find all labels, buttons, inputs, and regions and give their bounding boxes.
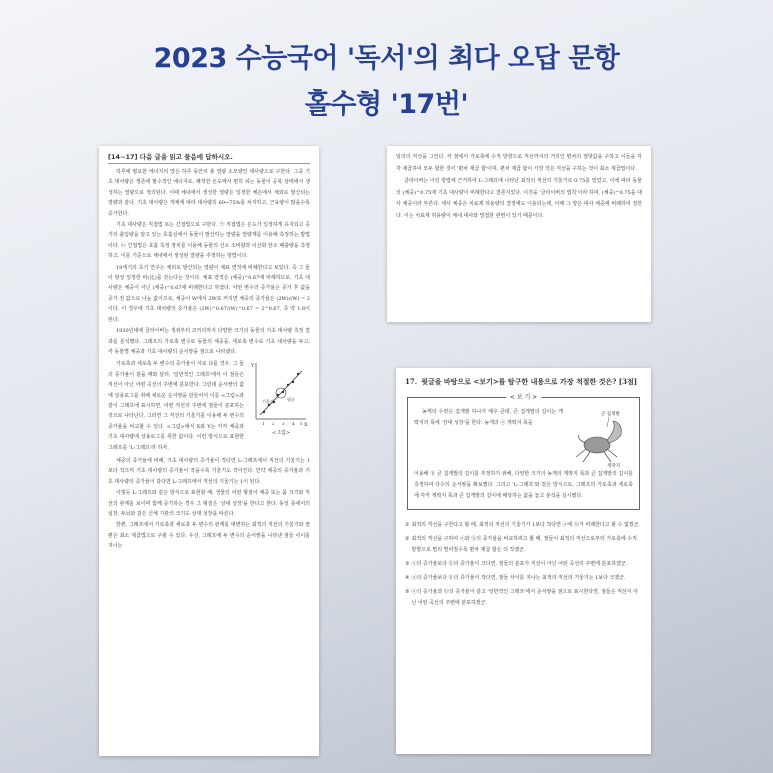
option-text: ⓐ의 증가율보다 ⓑ의 증가율이 크다면, 점들의 분포가 직선이 아닌 어떤 곡선의 주변에 분포하겠군. (411, 560, 628, 567)
passage-paragraph: 한편, 그래프에서 가로축과 세로축 두 변수의 관계를 대변하는 최적의 직선의 기울기와 절편은 최소 제곱법으로 구할 수 있다. 우선, 그래프에 두 변수의 순서쌍을 나타낸 점들 사이를 지나는 (108, 522, 310, 550)
crab-shell (584, 437, 610, 453)
axis-label-y: Y (251, 363, 255, 370)
passage-page-left (99, 146, 319, 756)
tick-label: 5 (300, 421, 303, 427)
option-text: ⓐ의 증가율보다 ⓑ의 증가율이 작다면, 점들 사이를 지나는 최적의 직선의 기울기는 1보다 크겠군. (411, 574, 626, 581)
question-text: 윗글을 바탕으로 <보기>를 탐구한 내용으로 가장 적절한 것은? [3점] (421, 377, 638, 386)
best-fit-line (260, 371, 302, 415)
passage-instruction: [14~17] 다음 글을 읽고 물음에 답하시오. (108, 152, 310, 164)
passage-paragraph: 체중의 증가율에 비해, 기초 대사량의 증가율이 작다면 L-그래프에서 직선의 기울기는 1보다 작으며 기초 대사량의 증가율이 작을수록 기울기도 작아진다. 만약 체중의 증가율과 기초 대사량의 증가율이 같다면 L-그래프에서 직선의 기울기는 1이 된다. (108, 457, 310, 485)
option-number: ④ (405, 574, 410, 581)
passage-paragraph: 1930년대에 클라이버는 생쥐부터 코끼리까지 다양한 크기의 동물의 기초 대사량 측정 결과를 분석했다. 그래프의 가로축 변수로 동물의 체중을, 세로축 변수로 기초 대사량을 두고, 각 동물별 체중과 기초 대사량의 순서쌍을 점으로 나타냈다. (108, 328, 310, 355)
option-number: ⑤ (405, 588, 410, 595)
option-5[interactable] (405, 587, 642, 609)
tick-label: 4 (292, 421, 295, 427)
passage-body-continued (396, 152, 642, 223)
circle-label: 평균 (287, 397, 295, 403)
passage-paragraph: 가로축과 세로축 두 변수의 증가율이 서로 다를 경우, 그 둘의 증가율이 같을 때와 달리, '일반적인 그래프'에서 이 점들은 직선이 아닌 어떤 곡선의 주변에 분포한다. 그런데 순서쌍의 값에 상용로그를 취해 새로운 순서쌍을 만들어서 이를 <그림>과 같이 그래프에 표시하면, 어떤 직선의 주변에 점들이 분포하는 것으로 나타난다. 그러면 그 직선의 기울기를 이용해 두 변수의 증가율을 비교할 수 있다. <그림>에서 X와 Y는 각각 체중과 기초 대사량에 상용로그를 취한 값이다. 이런 방식으로 표현한 그래프를 'L-그래프'라 하자. (108, 361, 244, 451)
option-text: 최적의 직선을 구하여 ⓐ와 ⓑ의 증가율을 비교하려고 할 때, 점들이 최적의 직선으로부터 가로축에 수직 방향으로 멀리 떨어질수록 편차 제곱 합은 더 작겠군. (411, 535, 637, 553)
bogi-box (407, 394, 640, 510)
tick-label: 1 (262, 421, 265, 427)
tick-label: 3 (282, 421, 285, 427)
option-text: ⓐ의 증가율과 ⓑ의 증가율이 같고 '일반적인 그래프'에서 순서쌍을 점으로 표시한다면, 점들은 직선이 아닌 어떤 곡선의 주변에 분포하겠군. (411, 588, 639, 606)
passage-paragraph: 클라이버는 이런 방법에 근거하여 L-그래프에 나타난 최적의 직선의 기울기로 0.75를 얻었고, 이에 따라 동물의 (체중)^0.75에 기초 대사량이 비례한다고 결론지었다. 이것을 '클라이버의 법칙'이라 하며, (체중)^0.75을 대사 체중이라 부른다. 대사 체중은 치료제 허용량의 결정에도 이용되는데, 이때 그 양은 대사 체중에 비례하여 정한다. 이는 치료제 허용량이 체내 대사와 밀접한 관련이 있기 때문이다. (396, 178, 642, 219)
page-title-line1: 2023 수능국어 '독서'의 최다 오답 문항 (153, 43, 620, 74)
option-3[interactable] (405, 559, 642, 570)
option-2[interactable] (405, 534, 642, 556)
option-number: ③ (405, 560, 410, 567)
passage-paragraph: 임의의 직선을 그린다. 각 점에서 가로축에 수직 방향으로 직선까지의 거리인 편차의 절댓값을 구하고 이들을 각각 제곱하여 모두 합한 것이 '편차 제곱 합'이며, 편차 제곱 합이 가장 작은 직선을 구하는 것이 최소 제곱법이다. (396, 154, 642, 172)
bogi-label: < 보 기 > (506, 392, 541, 401)
l-graph-figure (248, 359, 310, 437)
option-4[interactable] (405, 573, 642, 584)
option-number: ① (405, 521, 410, 528)
question-heading (405, 375, 642, 389)
bogi-text: 농게의 수컷은 집게발 하나가 매우 큰데, 큰 집게발의 길이는 게딱지의 폭에 '상대 성장'을 한다. 농게의 ⓐ 게딱지 폭을 (414, 409, 563, 427)
tick-label: 2 (272, 421, 275, 427)
line-label: 기울기 (262, 399, 274, 405)
crab-label: 게딱지 (607, 464, 621, 469)
answer-options (405, 520, 642, 609)
data-point (263, 411, 265, 413)
graph-section (108, 359, 310, 454)
passage-paragraph: 기초 대사량은 직접법 또는 간접법으로 구한다. ㉠ 직접법은 온도가 일정하게 유지되고 공기의 출입량을 알고 있는 호흡실에서 동물이 발산하는 열량을 열량계를 이용해 측정하는 방법이다. ㉡ 간접법은 호흡 측정 장치를 이용해 동물의 산소 소비량과 이산화 탄소 배출량을 측정하고, 이를 기준으로 체내에서 생성된 열량을 추정하는 방법이다. (108, 222, 310, 260)
passage-paragraph: 이렇듯 L-그래프와 같은 방식으로 표현할 때, 생물의 어떤 형질이 체중 또는 몸 크기와 직선의 관계를 보이며 함께 증가하는 경우 그 형질은 '상대 성장'을 한다고 한다. 동일 종에서의 심장, 두뇌와 같은 신체 기관의 크기도 상대 성장을 따른다. (108, 490, 310, 517)
crab-label: 큰 집게발 (601, 412, 620, 417)
question-page (396, 368, 651, 754)
passage-body (108, 167, 310, 552)
page-title-line2: 홀수형 '17번' (304, 89, 469, 120)
bogi-text: 이용해 ⓑ 큰 집게발의 길이를 추정하기 위해, 다양한 크기의 농게의 게딱지 폭과 큰 집게발의 길이를 측정하여 다수의 순서쌍을 확보했다. 그리고 'L-그래프'와 같은 방식으로, 그래프의 가로축과 세로축에 각각 게딱지 폭과 큰 집게발의 길이에 해당하는 값을 놓고 분석을 실시했다. (414, 471, 633, 500)
crab-big-claw (607, 421, 621, 443)
passage-paragraph: 19세기의 초기 연구는 체외로 발산되는 열량이 체표 면적에 비례한다고 보았다. 즉 그 둘이 항상 일정한 비(比)를 갖는다는 것이다. 체표 면적은 (체중)^0.67에 비례하므로, 기초 대사량은 체중이 아닌 (체중)^0.67에 비례한다고 하였다. 어떤 변수의 증가율은 증가 후 값을 증가 전 값으로 나눈 값이므로, 체중이 W에서 2W로 커지면 체중의 증가율은 (2W)/(W) = 2이다. 이 경우에 기초 대사량의 증가율은 (2W)^0.67/(W)^0.67 = 2^0.67, 즉 약 1.6이 된다. (108, 264, 310, 323)
option-1[interactable] (405, 520, 642, 531)
data-point (287, 384, 289, 386)
bogi-top (414, 407, 633, 469)
option-text: 최적의 직선을 구한다고 할 때, 최적의 직선의 기울기가 1보다 작다면 ⓐ에 ⓑ가 비례한다고 할 수 없겠군. (411, 521, 641, 528)
axis-label-x: X (304, 422, 308, 429)
data-point (282, 391, 284, 393)
figure-caption: <그림> (272, 430, 291, 437)
crab-illustration (567, 407, 633, 469)
data-point (297, 373, 299, 375)
data-point (268, 404, 270, 406)
passage-page-right-top (387, 146, 651, 322)
passage-paragraph: 하루에 필요한 에너지의 양은 하루 동안의 총 열량 소모량인 대사량으로 구한다. 그중 기초 대사량은 생존에 필수적인 에너지로, 쾌적한 온도에서 편히 쉬는 동물이 공복 상태에서 생성하는 열량으로 정의된다. 이때 체내에서 생성한 열량은 일정한 체온에서 체외로 발산되는 열량과 같다. 기초 대사량은 개체에 따라 대사량의 60~75%를 차지하고, 근육량이 많을수록 증가한다. (108, 169, 310, 217)
option-number: ② (405, 535, 410, 542)
data-point (292, 381, 294, 383)
question-number: 17. (405, 377, 418, 386)
